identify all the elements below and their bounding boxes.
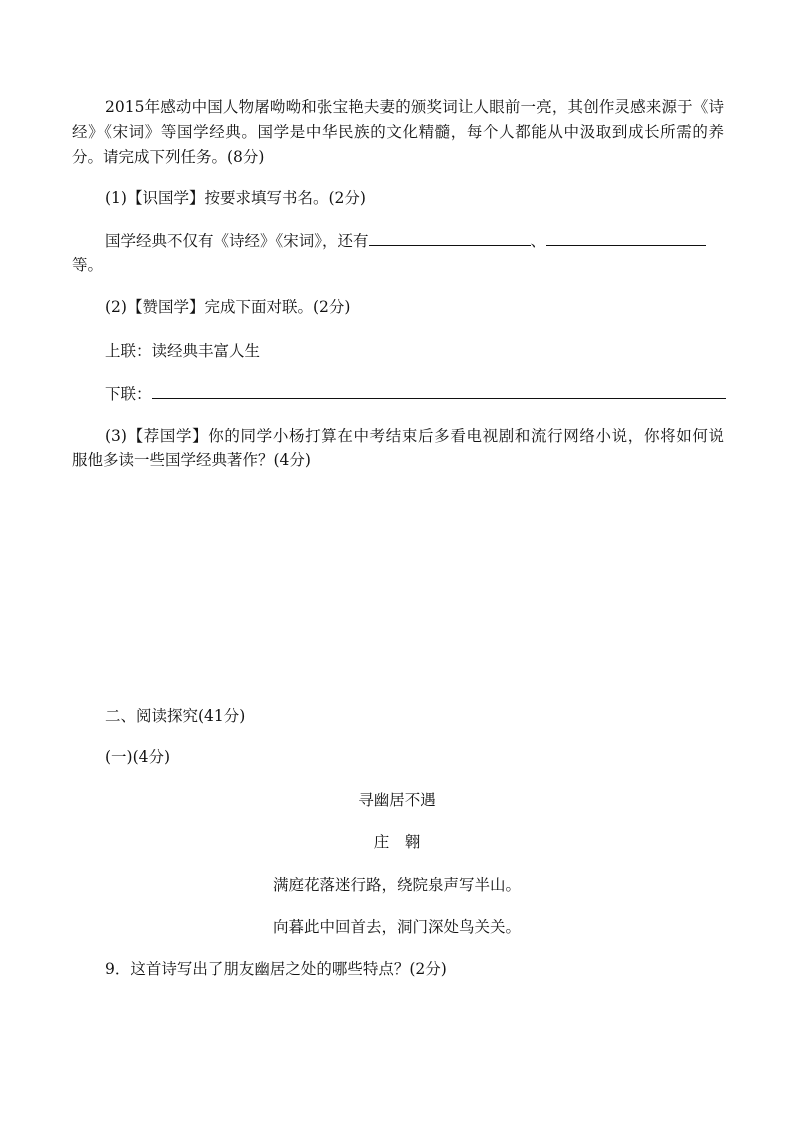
task1-fill-row xyxy=(105,230,724,252)
couplet-lower-row xyxy=(105,383,724,405)
book-name-blank-2[interactable] xyxy=(546,230,706,246)
couplet-lower-blank[interactable] xyxy=(152,383,726,399)
intro-line-3: 分。请完成下列任务。(8分) xyxy=(72,148,265,166)
section2-subheading: (一)(4分) xyxy=(105,748,171,766)
poem-title: 寻幽居不遇 xyxy=(358,791,436,809)
intro-line-2: 经》《宋词》等国学经典。国学是中华民族的文化精髓，每个人都能从中汲取到成长所需的养 xyxy=(72,123,724,141)
section2-heading: 二、阅读探究(41分) xyxy=(105,707,246,725)
task3-line-2: 服他多读一些国学经典著作？(4分) xyxy=(72,451,311,469)
couplet-lower-label: 下联： xyxy=(105,385,152,403)
poem-author: 庄 翱 xyxy=(373,833,421,851)
couplet-upper: 上联：读经典丰富人生 xyxy=(105,342,261,360)
question-9: 9．这首诗写出了朋友幽居之处的哪些特点？(2分) xyxy=(105,960,447,978)
task2-heading: (2)【赞国学】完成下面对联。(2分) xyxy=(105,298,351,316)
task1-heading: (1)【识国学】按要求填写书名。(2分) xyxy=(105,189,366,207)
task3-line-1: (3)【荐国学】你的同学小杨打算在中考结束后多看电视剧和流行网络小说，你将如何说 xyxy=(105,427,724,445)
intro-line-1: 2015年感动中国人物屠呦呦和张宝艳夫妻的颁奖词让人眼前一亮，其创作灵感来源于《诗 xyxy=(105,98,724,116)
poem-line-1: 满庭花落迷行路，绕院泉声写半山。 xyxy=(272,876,521,894)
poem-line-2: 向暮此中回首去，洞门深处鸟关关。 xyxy=(272,918,521,936)
task1-ending: 等。 xyxy=(72,256,104,274)
task1-separator: 、 xyxy=(530,232,547,250)
book-name-blank-1[interactable] xyxy=(369,230,531,246)
task1-prompt: 国学经典不仅有《诗经》《宋词》，还有 xyxy=(105,232,369,250)
